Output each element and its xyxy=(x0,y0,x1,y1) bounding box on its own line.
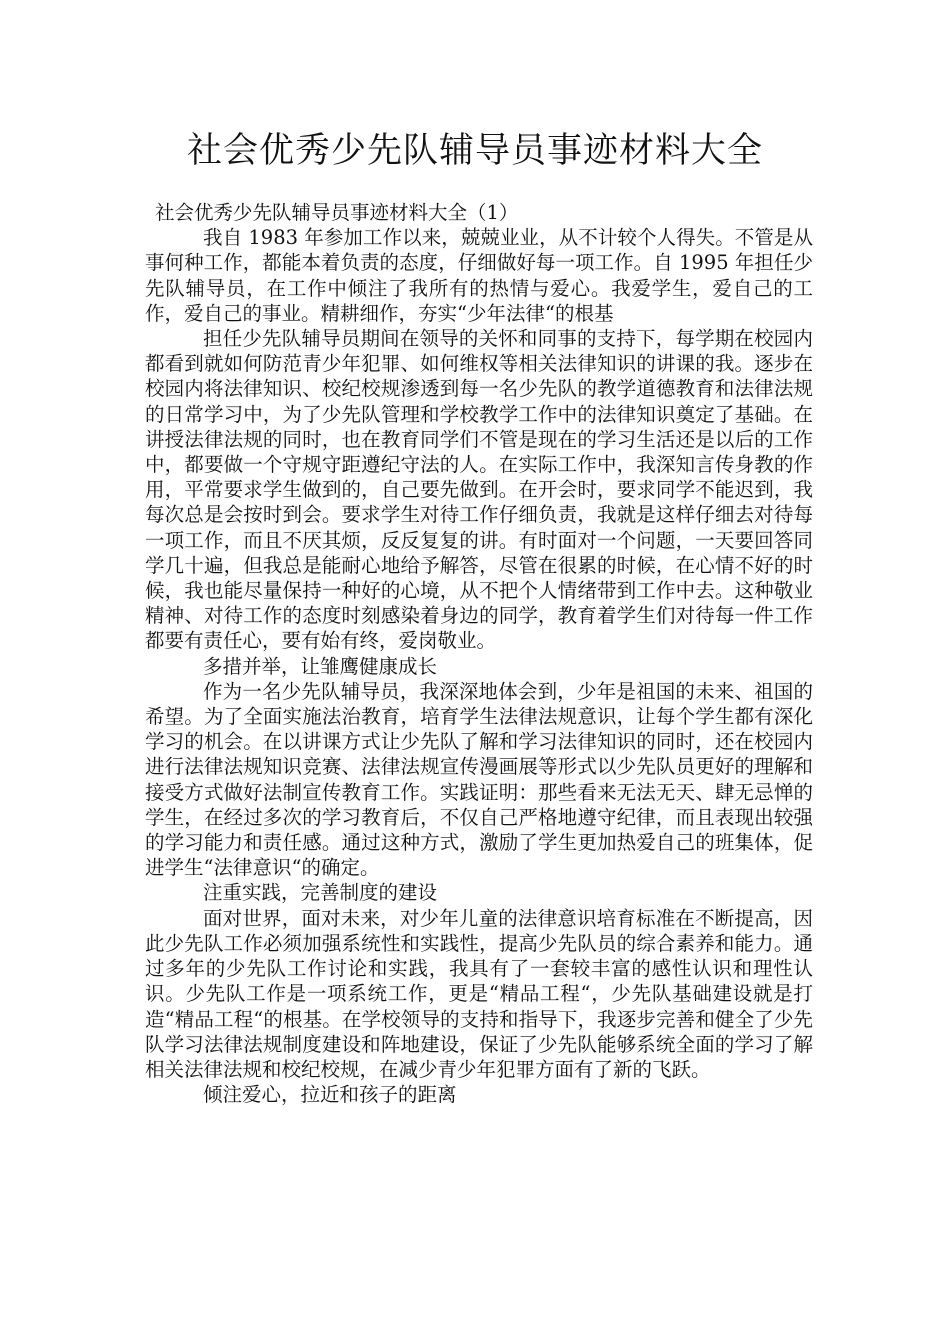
paragraph: 面对世界，面对未来，对少年儿童的法律意识培育标准在不断提高，因此少先队工作必须加强系统性和实践性，提高少先队员的综合素养和能力。通过多年的少先队工作讨论和实践，我具有了一套较丰富的感性认识和理性认识。少先队工作是一项系统工作，更是“精品工程“，少先队基础建设就是打造“精品工程“的根基。在学校领导的支持和指导下，我逐步完善和健全了少先队学习法律法规制度建设和阵地建设，保证了少先队能够系统全面的学习了解相关法律法规和校纪校规，在减少青少年犯罪方面有了新的飞跃。 xyxy=(145,906,813,1081)
section-heading: 多措并举，让雏鹰健康成长 xyxy=(203,654,438,678)
section-heading: 倾注爱心，拉近和孩子的距离 xyxy=(203,1083,457,1107)
document-subtitle: 社会优秀少先队辅导员事迹材料大全（1） xyxy=(155,201,519,224)
document-body xyxy=(145,200,813,1107)
paragraph: 作为一名少先队辅导员，我深深地体会到，少年是祖国的未来、祖国的希望。为了全面实施法治教育，培育学生法律法规意识，让每个学生都有深化学习的机会。在以讲课方式让少先队了解和学习法律知识的同时，还在校园内进行法律法规知识竞赛、法律法规宣传漫画展等形式以少先队员更好的理解和接受方式做好法制宣传教育工作。实践证明：那些看来无法无天、肆无忌惮的学生，在经过多次的学习教育后，不仅自己严格地遵守纪律，而且表现出较强的学习能力和责任感。通过这种方式，激励了学生更加热爱自己的班集体，促进学生“法律意识“的确定。 xyxy=(145,679,813,880)
paragraph: 担任少先队辅导员期间在领导的关怀和同事的支持下，每学期在校园内都看到就如何防范青少年犯罪、如何维权等相关法律知识的讲课的我。逐步在校园内将法律知识、校纪校规渗透到每一名少先队的教学道德教育和法律法规的日常学习中，为了少先队管理和学校教学工作中的法律知识奠定了基础。在讲授法律法规的同时，也在教育同学们不管是现在的学习生活还是以后的工作中，都要做一个守规守距遵纪守法的人。在实际工作中，我深知言传身教的作用，平常要求学生做到的，自己要先做到。在开会时，要求同学不能迟到，我每次总是会按时到会。要求学生对待工作仔细负责，我就是这样仔细去对待每一项工作，而且不厌其烦，反反复复的讲。有时面对一个问题，一天要回答同学几十遍，但我总是能耐心地给予解答，尽管在很累的时候，在心情不好的时候，我也能尽量保持一种好的心境，从不把个人情绪带到工作中去。这种敬业精神、对待工作的态度时刻感染着身边的同学，教育着学生们对待每一件工作都要有责任心，要有始有终，爱岗敬业。 xyxy=(145,327,813,653)
document-title: 社会优秀少先队辅导员事迹材料大全 xyxy=(186,131,763,171)
paragraph: 我自 1983 年参加工作以来，兢兢业业，从不计较个人得失。不管是从事何种工作，都能本着负责的态度，仔细做好每一项工作。自 1995 年担任少先队辅导员，在工作中倾注了我所有的热情与爱心。我爱学生，爱自己的工作，爱自己的事业。精耕细作，夯实“少年法律“的根基 xyxy=(145,226,813,325)
section-heading: 注重实践，完善制度的建设 xyxy=(203,881,438,905)
